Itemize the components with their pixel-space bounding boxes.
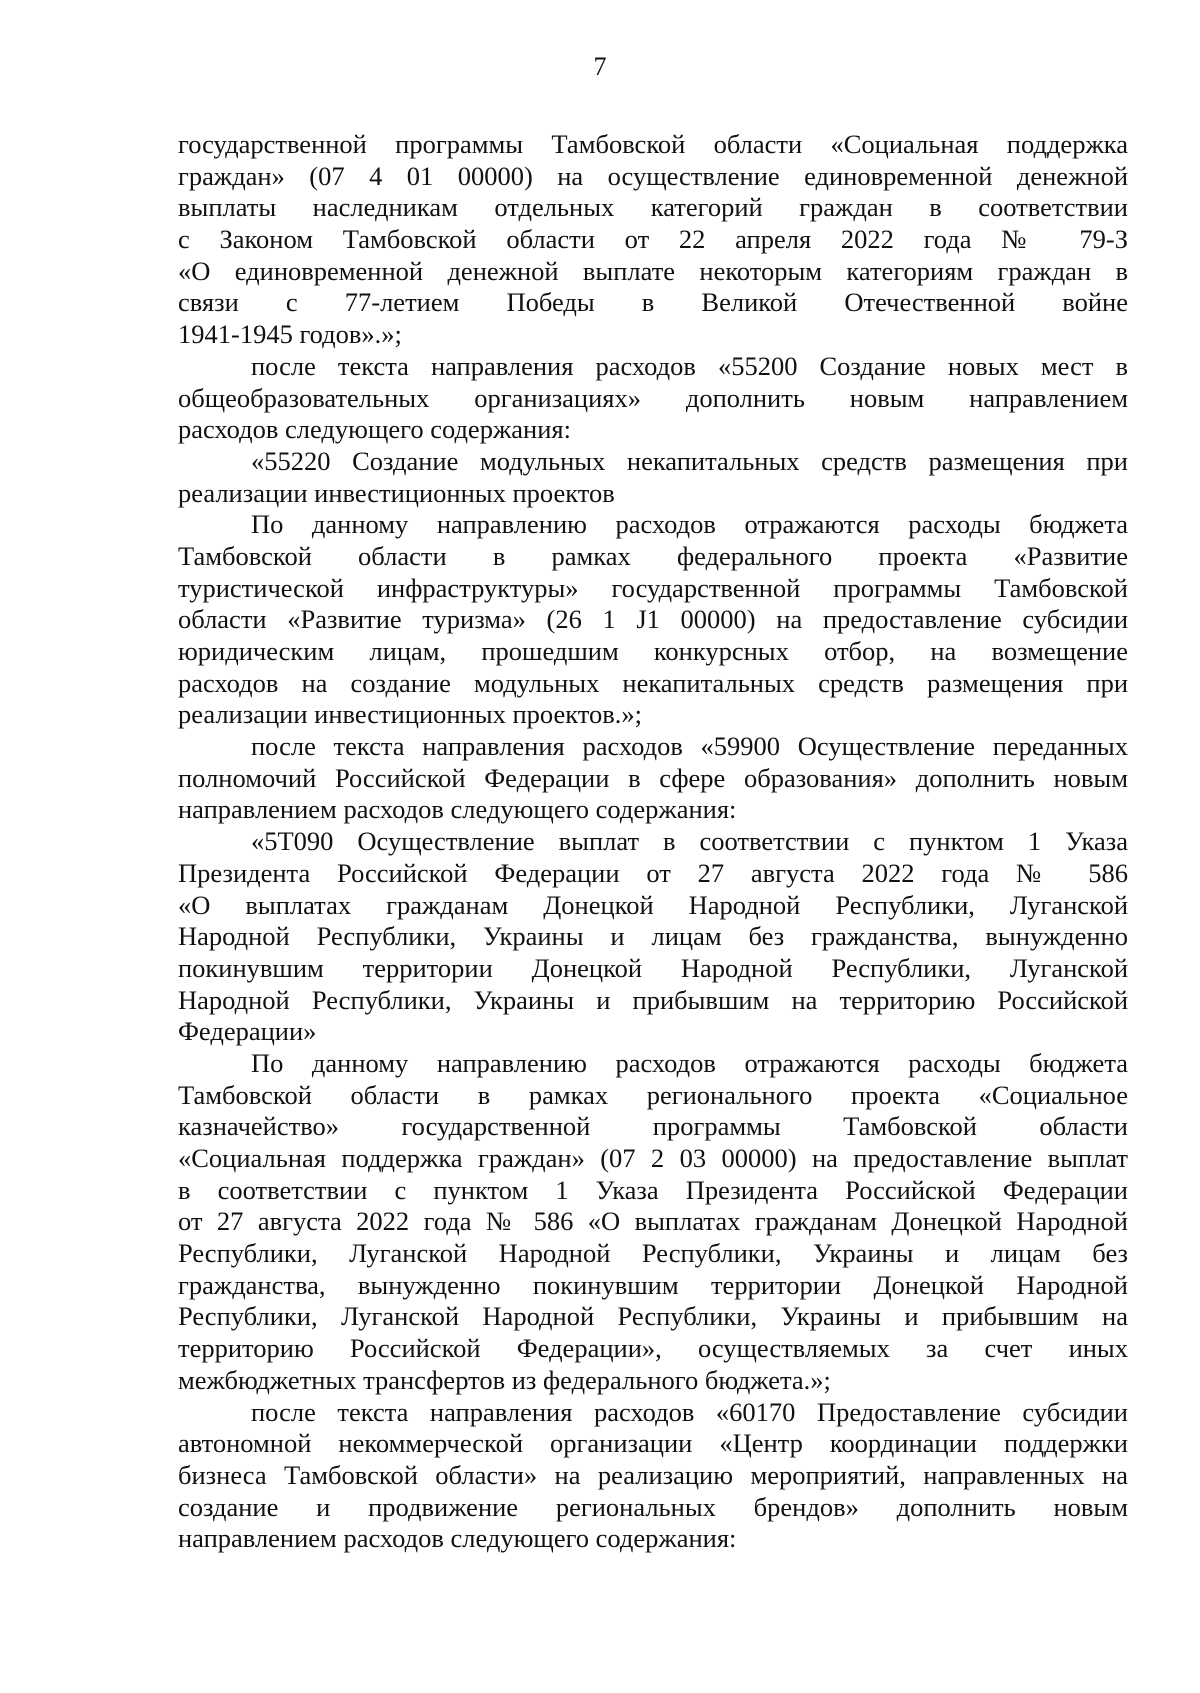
text-line: Президента Российской Федерации от 27 августа 2022 года № 586 xyxy=(178,857,1128,888)
text-line: выплаты наследникам отдельных категорий граждан в соответствии xyxy=(178,192,1128,223)
text-line: после текста направления расходов «60170 Предоставление субсидии xyxy=(251,1396,1128,1427)
text-line: области «Развитие туризма» (26 1 J1 00000) на предоставление субсидии xyxy=(178,604,1128,635)
text-line: Тамбовской области в рамках регионального проекта «Социальное xyxy=(178,1079,1128,1110)
text-line: «5Т090 Осуществление выплат в соответствии с пунктом 1 Указа xyxy=(251,826,1128,857)
paragraph xyxy=(178,351,1128,446)
text-line: «Социальная поддержка граждан» (07 2 03 00000) на предоставление выплат xyxy=(178,1143,1128,1173)
paragraph xyxy=(178,446,1128,509)
text-line: туристической инфраструктуры» государственной программы Тамбовской xyxy=(178,572,1128,603)
text-line: с Законом Тамбовской области от 22 апреля 2022 года № 79-З xyxy=(178,224,1128,255)
text-line: Республики, Луганской Народной Республики, Украины и лицам без xyxy=(178,1238,1128,1269)
paragraph xyxy=(178,731,1128,826)
text-line: создание и продвижение региональных брендов» дополнить новым xyxy=(178,1491,1128,1522)
text-line: расходов на создание модульных некапитальных средств размещения при xyxy=(178,667,1128,698)
text-line: 1941-1945 годов».»; xyxy=(178,319,402,350)
text-line: в соответствии с пунктом 1 Указа Президента Российской Федерации xyxy=(178,1174,1128,1205)
text-line: общеобразовательных организациях» дополнить новым направлением xyxy=(178,382,1128,413)
text-line: «55220 Создание модульных некапитальных средств размещения при xyxy=(251,445,1128,476)
paragraph xyxy=(178,1048,1128,1397)
text-line: «О выплатах гражданам Донецкой Народной Республики, Луганской xyxy=(178,889,1128,920)
text-line: покинувшим территории Донецкой Народной Республики, Луганской xyxy=(178,952,1128,983)
text-line: реализации инвестиционных проектов xyxy=(178,477,615,508)
text-line: направлением расходов следующего содержания: xyxy=(178,1523,737,1554)
paragraph xyxy=(178,509,1128,731)
text-line: после текста направления расходов «59900 Осуществление переданных xyxy=(251,731,1128,762)
paragraph xyxy=(178,129,1128,351)
document-body xyxy=(178,129,1128,1555)
text-line: территорию Российской Федерации», осуществляемых за счет иных xyxy=(178,1333,1128,1364)
paragraph xyxy=(178,826,1128,1048)
text-line: юридическим лицам, прошедшим конкурсных отбор, на возмещение xyxy=(178,636,1128,666)
text-line: гражданства, вынужденно покинувшим территории Донецкой Народной xyxy=(178,1269,1128,1300)
text-line: связи с 77-летием Победы в Великой Отечественной войне xyxy=(178,287,1128,318)
text-line: Тамбовской области в рамках федерального проекта «Развитие xyxy=(178,540,1128,571)
text-line: межбюджетных трансфертов из федерального бюджета.»; xyxy=(178,1364,831,1395)
text-line: расходов следующего содержания: xyxy=(178,414,571,445)
text-line: Народной Республики, Украины и прибывшим на территорию Российской xyxy=(178,984,1128,1015)
text-line: реализации инвестиционных проектов.»; xyxy=(178,699,642,730)
text-line: «О единовременной денежной выплате некоторым категориям граждан в xyxy=(178,255,1128,286)
text-line: По данному направлению расходов отражаются расходы бюджета xyxy=(251,1047,1128,1078)
text-line: граждан» (07 4 01 00000) на осуществление единовременной денежной xyxy=(178,160,1128,191)
text-line: от 27 августа 2022 года № 586 «О выплатах гражданам Донецкой Народной xyxy=(178,1206,1128,1237)
paragraph xyxy=(178,1397,1128,1555)
text-line: Народной Республики, Украины и лицам без гражданства, вынужденно xyxy=(178,921,1128,952)
text-line: Республики, Луганской Народной Республики, Украины и прибывшим на xyxy=(178,1301,1128,1332)
page-number: 7 xyxy=(593,52,607,81)
text-line: полномочий Российской Федерации в сфере образования» дополнить новым xyxy=(178,762,1128,793)
text-line: казначейство» государственной программы Тамбовской области xyxy=(178,1111,1128,1142)
text-line: направлением расходов следующего содержания: xyxy=(178,794,737,825)
text-line: бизнеса Тамбовской области» на реализацию мероприятий, направленных на xyxy=(178,1459,1128,1490)
text-line: По данному направлению расходов отражаются расходы бюджета xyxy=(251,509,1128,540)
text-line: государственной программы Тамбовской области «Социальная поддержка xyxy=(178,129,1128,159)
text-line: автономной некоммерческой организации «Центр координации поддержки xyxy=(178,1428,1128,1459)
text-line: после текста направления расходов «55200 Создание новых мест в xyxy=(251,350,1128,381)
text-line: Федерации» xyxy=(178,1016,317,1047)
